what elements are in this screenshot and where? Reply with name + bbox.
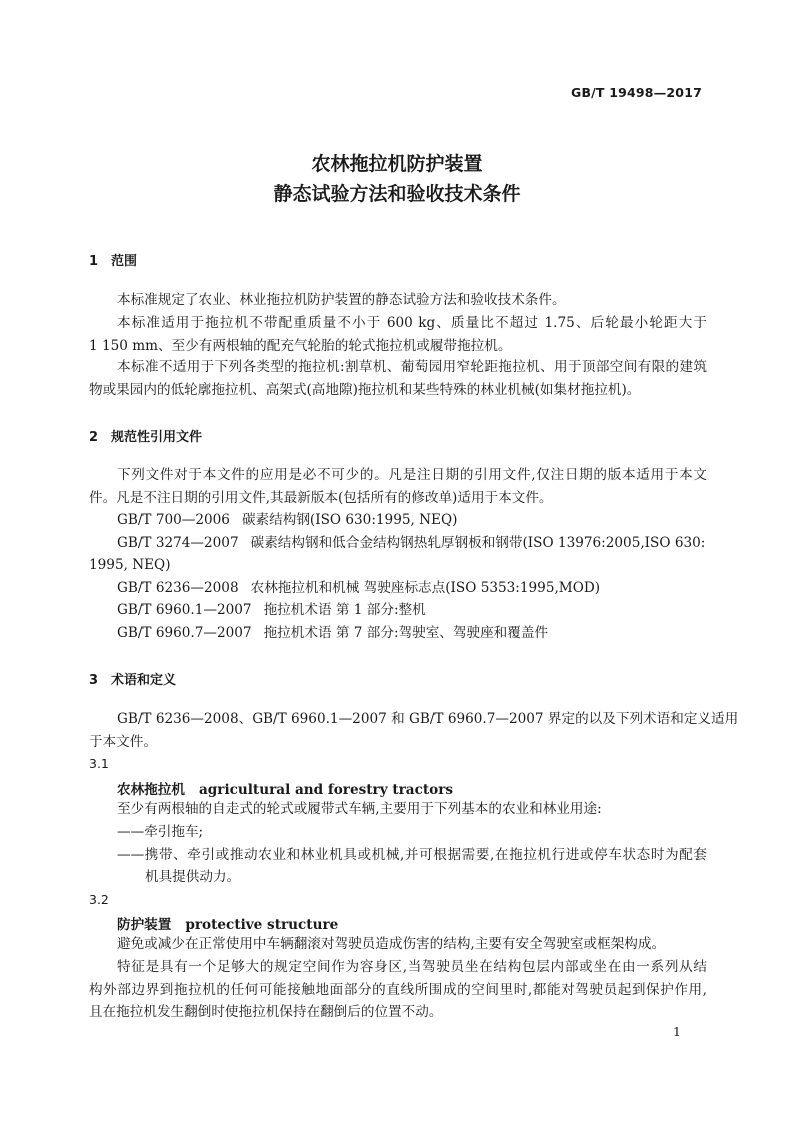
normative-reference (117, 624, 707, 642)
paragraph-line: 本标准规定了农业、林业拖拉机防护装置的静态试验方法和验收技术条件。 (117, 292, 566, 308)
document-title-line-2: 静态试验方法和验收技术条件 (273, 183, 521, 205)
section-title: 范围 (111, 254, 138, 269)
reference-code: GB/T 6236—2008 (117, 580, 239, 596)
section-number: 2 (89, 430, 99, 445)
paragraph-line: 件。凡是不注日期的引用文件,其最新版本(包括所有的修改单)适用于本文件。 (89, 490, 553, 506)
page-number: 1 (673, 1024, 681, 1039)
standard-code: GB/T 19498—2017 (570, 85, 702, 100)
term-definition: 避免或减少在正常使用中车辆翻滚对驾驶员造成伤害的结构,主要有安全驾驶室或框架构成。 (117, 936, 666, 952)
reference-code: GB/T 3274—2007 (117, 535, 239, 551)
term-chinese: 防护装置 (117, 917, 172, 933)
reference-code: GB/T 6960.7—2007 (117, 625, 252, 641)
paragraph-line: 且在拖拉机发生翻倒时使拖拉机保持在翻倒后的位置不动。 (89, 1004, 443, 1020)
term-chinese: 农林拖拉机 (117, 782, 185, 798)
term-entry (117, 778, 453, 798)
section-1-heading (89, 250, 137, 269)
term-definition: 至少有两根轴的自走式的轮式或履带式车辆,主要用于下列基本的农业和林业用途: (117, 801, 602, 817)
term-entry (117, 913, 338, 933)
reference-title: 农林拖拉机和机械 驾驶座标志点(ISO 5353:1995,MOD) (250, 580, 601, 596)
paragraph-line: 本标准适用于拖拉机不带配重质量不小于 600 kg、质量比不超过 1.75、后轮最小轮距大于 (117, 315, 707, 331)
document-title-line-1: 农林拖拉机防护装置 (311, 153, 483, 175)
paragraph-line: 下列文件对于本文件的应用是必不可少的。凡是注日期的引用文件,仅注日期的版本适用于本文 (117, 467, 707, 483)
section-title: 术语和定义 (111, 673, 177, 688)
normative-reference (117, 511, 707, 529)
section-number: 3 (89, 673, 99, 688)
section-number: 1 (89, 254, 99, 269)
section-title: 规范性引用文件 (111, 430, 203, 445)
paragraph-line: 1 150 mm、至少有两根轴的配充气轮胎的轮式拖拉机或履带拖拉机。 (89, 338, 512, 354)
reference-code: GB/T 6960.1—2007 (117, 602, 252, 618)
normative-reference (117, 601, 707, 619)
reference-title: 拖拉机术语 第 1 部分:整机 (263, 602, 426, 618)
normative-reference (117, 579, 707, 597)
list-item: ——牵引拖车; (117, 824, 204, 840)
list-item-continuation: 机具提供动力。 (145, 869, 241, 885)
paragraph-line: 特征是具有一个足够大的规定空间作为容身区,当驾驶员坐在结构包层内部或坐在由一系列从结 (117, 959, 707, 975)
paragraph-line: 物或果园内的低轮廓拖拉机、高架式(高地隙)拖拉机和某些特殊的林业机械(如集材拖拉机)。 (89, 382, 641, 398)
reference-title: 碳素结构钢和低合金结构钢热轧厚钢板和钢带(ISO 13976:2005,ISO 630: (250, 535, 706, 551)
paragraph-line: GB/T 6236—2008、GB/T 6960.1—2007 和 GB/T 6960.7—2007 界定的以及下列术语和定义适用 (117, 711, 739, 727)
reference-title: 拖拉机术语 第 7 部分:驾驶室、驾驶座和覆盖件 (263, 625, 549, 641)
section-2-heading (89, 426, 202, 445)
reference-title: 碳素结构钢(ISO 630:1995, NEQ) (241, 512, 458, 528)
clause-number-3-1: 3.1 (89, 756, 109, 771)
list-item: ——携带、牵引或推动农业和林业机具或机械,并可根据需要,在拖拉机行进或停车状态时为配套 (117, 847, 707, 863)
paragraph-line: 于本文件。 (89, 734, 157, 750)
paragraph-line: 本标准不适用于下列各类型的拖拉机:割草机、葡萄园用窄轮距拖拉机、用于顶部空间有限的建筑 (117, 359, 707, 375)
reference-continuation: 1995, NEQ) (89, 557, 171, 573)
term-english: agricultural and forestry tractors (198, 782, 454, 798)
reference-code: GB/T 700—2006 (117, 512, 230, 528)
paragraph-line: 构外部边界到拖拉机的任何可能接触地面部分的直线所围成的空间里时,都能对驾驶员起到保护作用, (89, 982, 707, 998)
clause-number-3-2: 3.2 (89, 892, 109, 907)
term-english: protective structure (185, 917, 339, 933)
section-3-heading (89, 669, 176, 688)
normative-reference (117, 534, 707, 552)
